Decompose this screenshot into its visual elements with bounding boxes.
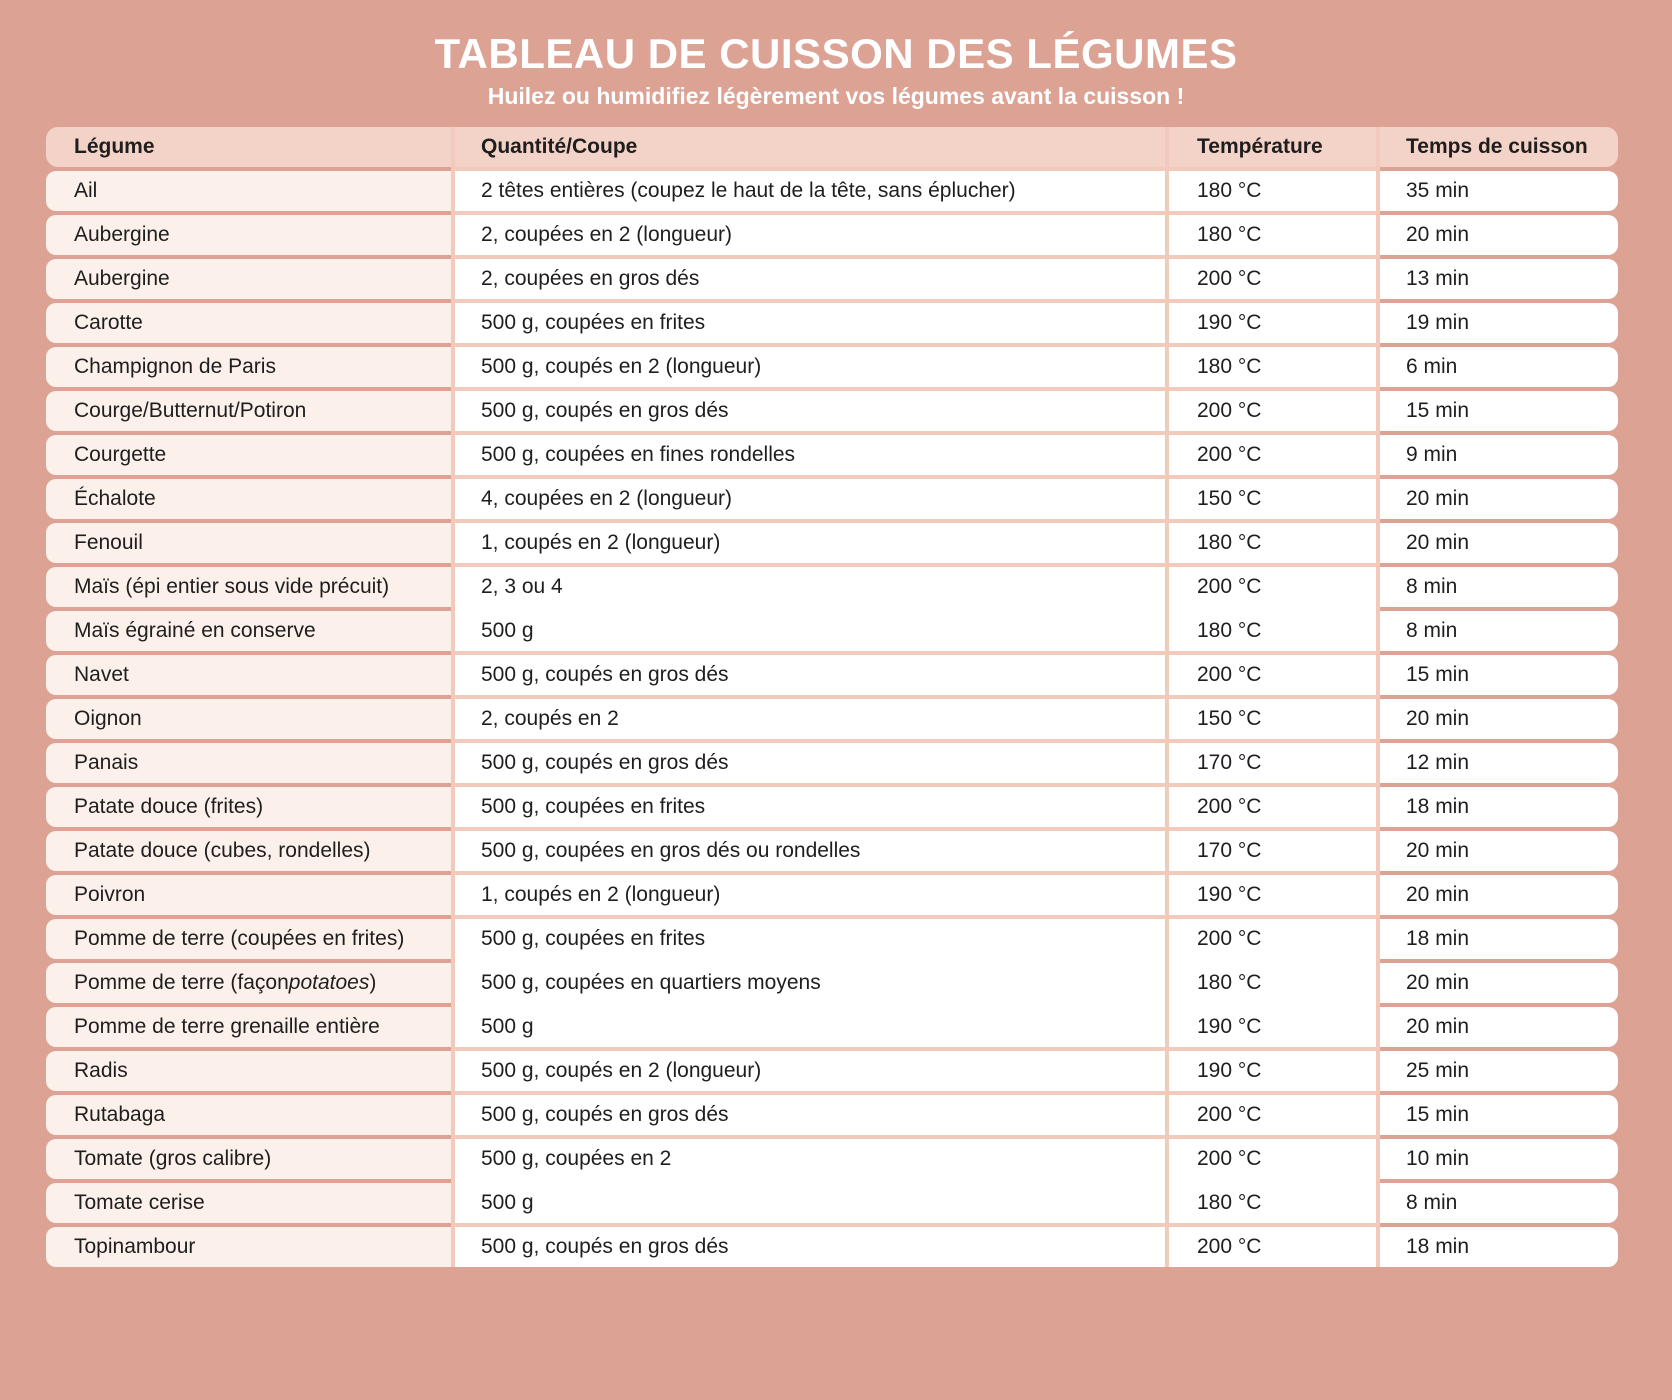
cell-quantite: 2, coupées en gros dés <box>455 259 1165 299</box>
cell-quantite: 500 g <box>481 1191 534 1214</box>
merged-cell-quantite <box>455 1139 1165 1223</box>
cell-legume: Topinambour <box>46 1227 451 1267</box>
cell-legume <box>46 963 451 1003</box>
cell-legume: Carotte <box>46 303 451 343</box>
cell-quantite: 500 g, coupées en fines rondelles <box>455 435 1165 475</box>
cell-temps-de-cuisson: 9 min <box>1380 435 1618 475</box>
cell-quantite: 1, coupés en 2 (longueur) <box>455 875 1165 915</box>
cell-temps-de-cuisson: 20 min <box>1380 1007 1618 1047</box>
cell-legume: Ail <box>46 171 451 211</box>
cell-legume: Échalote <box>46 479 451 519</box>
cell-temps-de-cuisson: 25 min <box>1380 1051 1618 1091</box>
cell-temps-de-cuisson: 8 min <box>1380 1183 1618 1223</box>
cell-temps-de-cuisson: 8 min <box>1380 611 1618 651</box>
cell-quantite: 500 g, coupés en gros dés <box>455 743 1165 783</box>
cell-quantite: 500 g, coupés en gros dés <box>455 655 1165 695</box>
cell-legume: Aubergine <box>46 259 451 299</box>
cell-temps-de-cuisson: 35 min <box>1380 171 1618 211</box>
cell-quantite: 500 g, coupées en frites <box>481 927 706 950</box>
cell-temps-de-cuisson: 13 min <box>1380 259 1618 299</box>
cell-quantite: 500 g, coupées en frites <box>455 303 1165 343</box>
cell-temperature: 180 °C <box>1197 1191 1262 1214</box>
cell-temperature: 180 °C <box>1197 971 1262 994</box>
cell-legume: Courge/Butternut/Potiron <box>46 391 451 431</box>
cell-quantite: 500 g <box>481 619 534 642</box>
cell-temps-de-cuisson: 6 min <box>1380 347 1618 387</box>
cell-quantite: 500 g, coupés en 2 (longueur) <box>455 347 1165 387</box>
cell-legume: Champignon de Paris <box>46 347 451 387</box>
legume-text: ) <box>369 971 377 994</box>
cell-temps-de-cuisson: 20 min <box>1380 215 1618 255</box>
cell-quantite: 4, coupées en 2 (longueur) <box>455 479 1165 519</box>
cell-temps-de-cuisson: 20 min <box>1380 699 1618 739</box>
cell-temperature: 200 °C <box>1169 1227 1376 1267</box>
merged-cell-quantite <box>455 919 1165 1047</box>
cell-temperature: 180 °C <box>1169 171 1376 211</box>
page-subtitle: Huilez ou humidifiez légèrement vos légumes avant la cuisson ! <box>487 83 1185 109</box>
merged-cell-quantite <box>455 567 1165 651</box>
cell-temps-de-cuisson: 20 min <box>1380 963 1618 1003</box>
cell-temperature: 180 °C <box>1197 619 1262 642</box>
cell-temps-de-cuisson: 20 min <box>1380 479 1618 519</box>
cell-legume: Tomate (gros calibre) <box>46 1139 451 1179</box>
legume-italic-text: potatoes <box>288 971 370 994</box>
column-header-legume: Légume <box>46 127 451 167</box>
cell-quantite: 500 g, coupés en gros dés <box>455 391 1165 431</box>
cell-temperature: 200 °C <box>1197 1147 1262 1170</box>
cell-temperature: 180 °C <box>1169 523 1376 563</box>
cell-temps-de-cuisson: 18 min <box>1380 1227 1618 1267</box>
column-header-temps-de-cuisson: Temps de cuisson <box>1380 127 1618 167</box>
cell-temps-de-cuisson: 15 min <box>1380 1095 1618 1135</box>
cell-legume: Navet <box>46 655 451 695</box>
column-header-quantite-coupe: Quantité/Coupe <box>455 127 1165 167</box>
cell-temperature: 170 °C <box>1169 743 1376 783</box>
cell-temperature: 150 °C <box>1169 479 1376 519</box>
cell-temps-de-cuisson: 15 min <box>1380 391 1618 431</box>
cell-quantite: 500 g, coupés en gros dés <box>455 1227 1165 1267</box>
cell-quantite: 500 g, coupées en gros dés ou rondelles <box>455 831 1165 871</box>
cell-legume: Rutabaga <box>46 1095 451 1135</box>
merged-cell-temperature <box>1169 567 1376 651</box>
cell-quantite: 2 têtes entières (coupez le haut de la tête, sans éplucher) <box>455 171 1165 211</box>
page-header <box>0 0 1672 110</box>
legume-text: Pomme de terre (façon <box>74 971 289 994</box>
cell-legume: Pomme de terre (coupées en frites) <box>46 919 451 959</box>
cell-temperature: 200 °C <box>1197 575 1262 598</box>
cell-temperature: 180 °C <box>1169 347 1376 387</box>
cell-temperature: 200 °C <box>1169 391 1376 431</box>
cell-temperature: 190 °C <box>1197 1015 1262 1038</box>
cell-temperature: 200 °C <box>1197 927 1262 950</box>
cell-legume: Radis <box>46 1051 451 1091</box>
cell-temps-de-cuisson: 10 min <box>1380 1139 1618 1179</box>
cell-temperature: 170 °C <box>1169 831 1376 871</box>
cell-quantite: 1, coupés en 2 (longueur) <box>455 523 1165 563</box>
cell-legume: Patate douce (cubes, rondelles) <box>46 831 451 871</box>
cell-legume: Patate douce (frites) <box>46 787 451 827</box>
cell-temps-de-cuisson: 15 min <box>1380 655 1618 695</box>
cell-temperature: 200 °C <box>1169 787 1376 827</box>
cell-temps-de-cuisson: 12 min <box>1380 743 1618 783</box>
cooking-table <box>46 127 1618 1267</box>
cell-temperature: 200 °C <box>1169 259 1376 299</box>
cell-temps-de-cuisson: 20 min <box>1380 875 1618 915</box>
cell-temps-de-cuisson: 20 min <box>1380 523 1618 563</box>
cell-legume: Maïs (épi entier sous vide précuit) <box>46 567 451 607</box>
cell-temperature: 190 °C <box>1169 303 1376 343</box>
cell-temperature: 180 °C <box>1169 215 1376 255</box>
cell-legume: Aubergine <box>46 215 451 255</box>
cell-quantite: 500 g, coupés en 2 (longueur) <box>455 1051 1165 1091</box>
cell-quantite: 2, coupés en 2 <box>455 699 1165 739</box>
cell-temps-de-cuisson: 8 min <box>1380 567 1618 607</box>
cell-legume: Panais <box>46 743 451 783</box>
cell-temps-de-cuisson: 20 min <box>1380 831 1618 871</box>
cell-quantite: 500 g, coupées en 2 <box>481 1147 672 1170</box>
cell-temps-de-cuisson: 19 min <box>1380 303 1618 343</box>
cell-temperature: 200 °C <box>1169 655 1376 695</box>
cell-quantite: 500 g, coupées en frites <box>455 787 1165 827</box>
cell-legume: Maïs égrainé en conserve <box>46 611 451 651</box>
cell-quantite: 500 g <box>481 1015 534 1038</box>
page-title: TABLEAU DE CUISSON DES LÉGUMES <box>434 30 1238 77</box>
cell-legume: Courgette <box>46 435 451 475</box>
cell-quantite: 2, coupées en 2 (longueur) <box>455 215 1165 255</box>
cell-legume: Fenouil <box>46 523 451 563</box>
cell-legume: Pomme de terre grenaille entière <box>46 1007 451 1047</box>
cell-quantite: 500 g, coupés en gros dés <box>455 1095 1165 1135</box>
merged-cell-temperature <box>1169 919 1376 1047</box>
cell-temps-de-cuisson: 18 min <box>1380 787 1618 827</box>
cell-temps-de-cuisson: 18 min <box>1380 919 1618 959</box>
column-header-temperature: Température <box>1169 127 1376 167</box>
cell-legume: Oignon <box>46 699 451 739</box>
cell-temperature: 200 °C <box>1169 435 1376 475</box>
cell-temperature: 190 °C <box>1169 875 1376 915</box>
cell-quantite: 500 g, coupées en quartiers moyens <box>481 971 821 994</box>
merged-cell-temperature <box>1169 1139 1376 1223</box>
cell-quantite: 2, 3 ou 4 <box>481 575 563 598</box>
cell-temperature: 200 °C <box>1169 1095 1376 1135</box>
cell-temperature: 150 °C <box>1169 699 1376 739</box>
cell-legume: Tomate cerise <box>46 1183 451 1223</box>
cell-legume: Poivron <box>46 875 451 915</box>
cell-temperature: 190 °C <box>1169 1051 1376 1091</box>
